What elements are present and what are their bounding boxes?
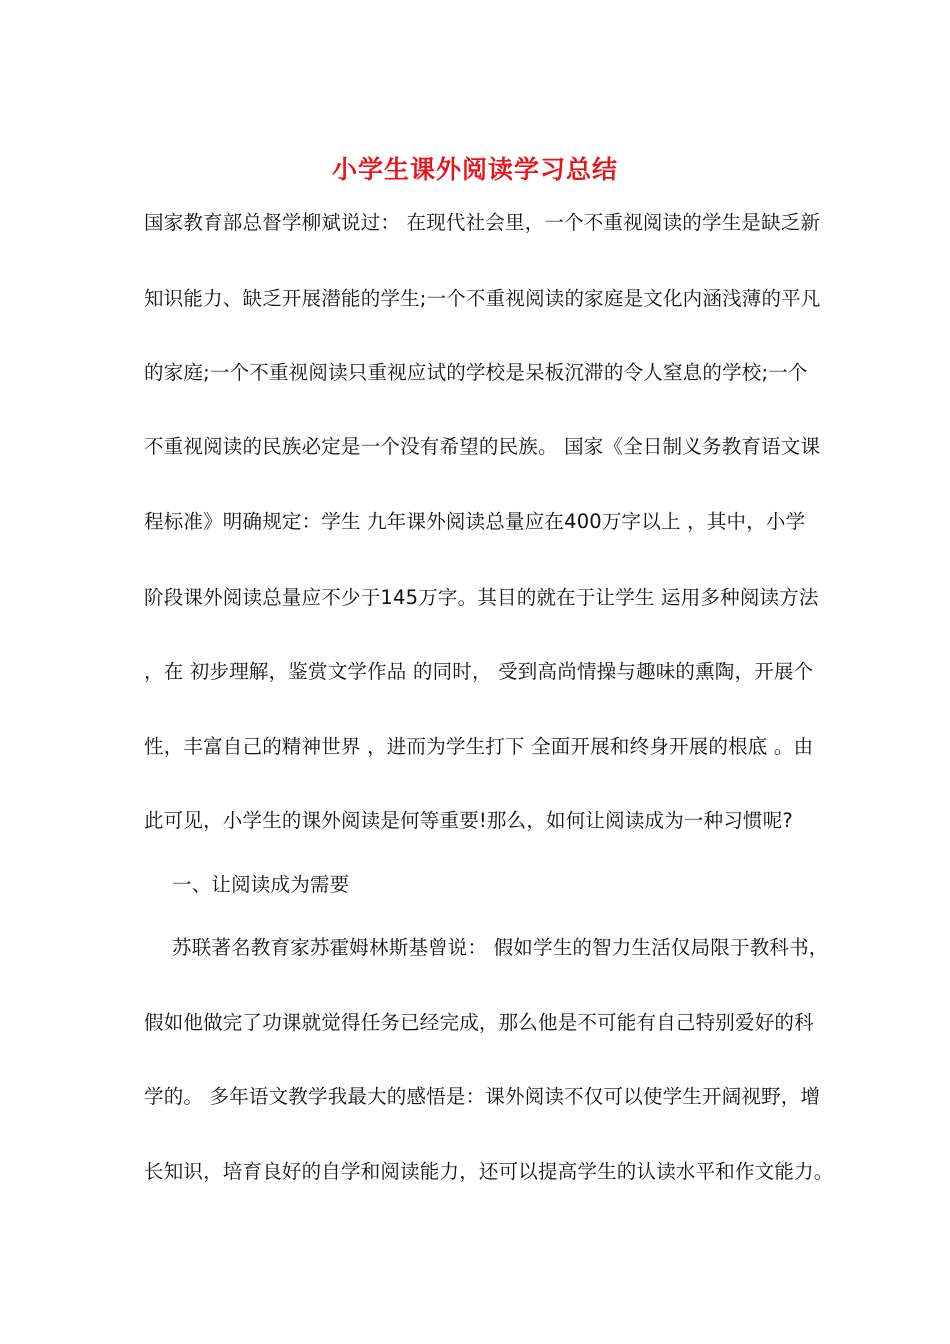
paragraph-line: ，在 初步理解，鉴赏文学作品 的同时， 受到高尚情操与趣味的熏陶，开展个 — [144, 660, 814, 683]
paragraph-line: 此可见，小学生的课外阅读是何等重要!那么，如何让阅读成为一种习惯呢? — [144, 809, 793, 832]
paragraph-line: 不重视阅读的民族必定是一个没有希望的民族。 国家《全日制义务教育语文课 — [144, 435, 821, 458]
paragraph-line: 假如他做完了功课就觉得任务已经完成，那么他是不可能有自己特别爱好的科 — [144, 1011, 814, 1034]
paragraph-line: 知识能力、缺乏开展潜能的学生;一个不重视阅读的家庭是文化内涵浅薄的平凡 — [144, 287, 821, 310]
paragraph-line: 性，丰富自己的精神世界 ，进而为学生打下 全面开展和终身开展的根底 。由 — [144, 735, 814, 758]
document-title: 小学生课外阅读学习总结 — [331, 155, 618, 184]
paragraph-line: 程标准》明确规定：学生 九年课外阅读总量应在400万字以上 ，其中，小学 — [144, 510, 806, 533]
paragraph-line: 学的。 多年语文教学我最大的感悟是：课外阅读不仅可以使学生开阔视野，增 — [144, 1085, 821, 1108]
paragraph-line: 的家庭;一个不重视阅读只重视应试的学校是呆板沉滞的令人窒息的学校;一个 — [144, 361, 808, 384]
paragraph-line: 苏联著名教育家苏霍姆林斯基曾说： 假如学生的智力生活仅局限于教科书， — [172, 936, 829, 959]
paragraph-line: 国家教育部总督学柳斌说过： 在现代社会里，一个不重视阅读的学生是缺乏新 — [144, 211, 821, 234]
paragraph-line: 阶段课外阅读总量应不少于145万字。其目的就在于让学生 运用多种阅读方法 — [144, 586, 819, 609]
paragraph-line: 长知识，培育良好的自学和阅读能力，还可以提高学生的认读水平和作文能力。 — [144, 1160, 834, 1183]
section-heading: 一、让阅读成为需要 — [172, 873, 350, 896]
